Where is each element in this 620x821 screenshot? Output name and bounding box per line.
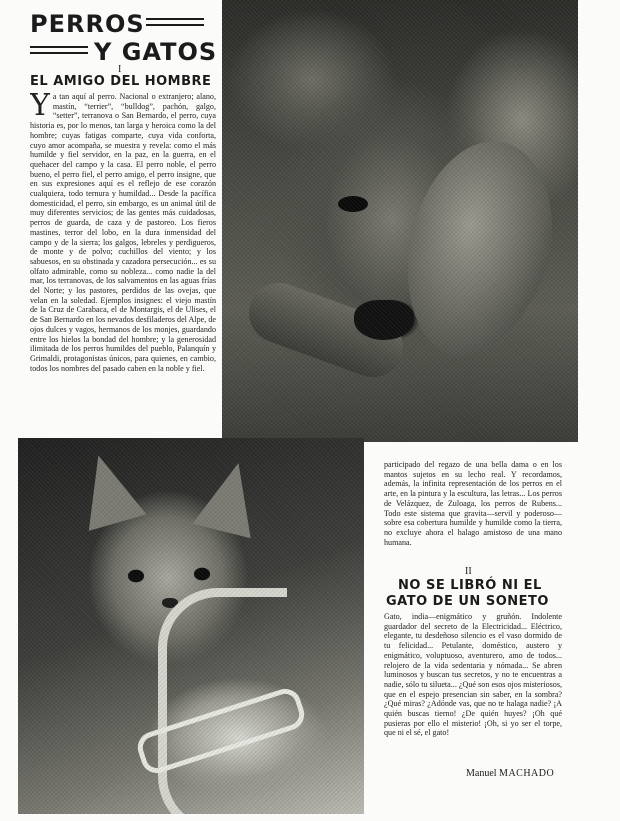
sonnet-text: Gato, india—enigmático y gruñón. Indolente guardador del secreto de la Electricidad... Eléctrico, elegante, tu desdeñoso silencio es el vaso dormido de tu felicidad... Petulante, doméstico, austero y enigmático, voluptuoso, aventurero, amo de todos... relojero de la vida sedentaria y nómada... Se abren luminosos y buscan tus secretos, y no te encuentras a nadie, sólo tu silueta... ¿Qué son esos ojos misteriosos, que en el espejo presencian sin saber, en la sombra? ¿Qué miras? ¿Adónde vas, que no te halaga nadie? ¡A quién buscas tierno! ¿De quién huyes? ¡Oh qué pusieras por ello el misterio! ¡Oh, si yo ser el torpe, que ni el sé, el gato! (384, 612, 562, 738)
dropcap-letter: Y (30, 92, 50, 123)
section-heading-2-line1: NO SE LIBRÓ NI EL (398, 578, 542, 593)
article-title-line2: Y GATOS (94, 38, 218, 66)
author-signature (466, 768, 554, 779)
signature-last-name: MACHADO (499, 768, 555, 779)
section-heading-1: EL AMIGO DEL HOMBRE (30, 74, 212, 89)
photo-grain (18, 438, 364, 814)
section-number-2: II (465, 566, 472, 577)
article-title-line1: PERROS (30, 10, 145, 38)
section-body-1-text: a tan aquí al perro. Nacional o extranjero; alano, mastín, “terrier”, “bulldog”, pachón, galgo, “setter”, terranova o San Bernardo, el perro, cuya historia es, por lo menos, tan larga y heroica como la del hombre; cuyas fatigas comparte, cuya vida conforta, cuyo amor acompaña, se muestra y revela: como el más humilde y fiel servidor, en la paz, en la guerra, en el quehacer del campo y la casa. El perro noble, el perro bueno, el perro fiel, el perro amigo, el perro insigne, que en sus expresiones aquí es el reflejo de ese corazón cualquiera, todo ternura y humildad... Desde la pacífica domesticidad, el perro, sin embargo, es un animal útil de muy diferentes servicios; de las gentes más cuidadosas, perros de guarda, de caza y de pastoreo. Los fieros mastines, terror del lobo, en la dura inmensidad del campo y de la sierra; los galgos, lebreles y perdigueros, de monte y de polvo; cuchillos del viento; y los sabuesos, en su obstinada y cazadora persecución... es su olfato admirable, como su nobleza... como nadie la del mar, los terranovas, de los salvamentos en las aguas frías del Norte; y los pastores, perdidos de las ovejas, que velan en la soledad. Ejemplos insignes: el viejo mastín de la Cruz de Carabaca, el de Montargis, el de Ulises, el de San Bernardo en los nevados desfiladeros del Alpe, de ojos dulces y vagos, hermanos de los monjes, guardando entre los hielos la bondad del hombre; y la generosidad ilimitada de los perros humildes del pueblo, Palanquín y Grimaldi, protagonistas únicos, para quienes, en cambio, todos los nombres del pasado caben en la noble y fiel. (30, 92, 216, 373)
section-body-1 (30, 92, 216, 432)
photo-grain (222, 0, 578, 442)
dog-photograph (222, 0, 578, 442)
column3-continuation: participado del regazo de una bella dama o en los mantos sujetos en su lecho real. Y recordamos, además, la infinita representación de los perros en el arte, en la pintura y la escultura, las letras... Los perros de Velázquez, de Zuloaga, los perros de Rubens... Todo este sistema que gravita—servil y poderoso—sobre esa cobertura humilde y humilde como la tierra, no excluye ahora el halago amistoso de una mano humana. (384, 460, 562, 547)
cat-photograph (18, 438, 364, 814)
section-number-1: I (118, 64, 122, 75)
title-rule-left (30, 44, 88, 58)
title-rule-right (146, 16, 204, 30)
section-heading-2-line2: GATO DE UN SONETO (386, 594, 549, 609)
signature-first-name: Manuel (466, 768, 497, 779)
